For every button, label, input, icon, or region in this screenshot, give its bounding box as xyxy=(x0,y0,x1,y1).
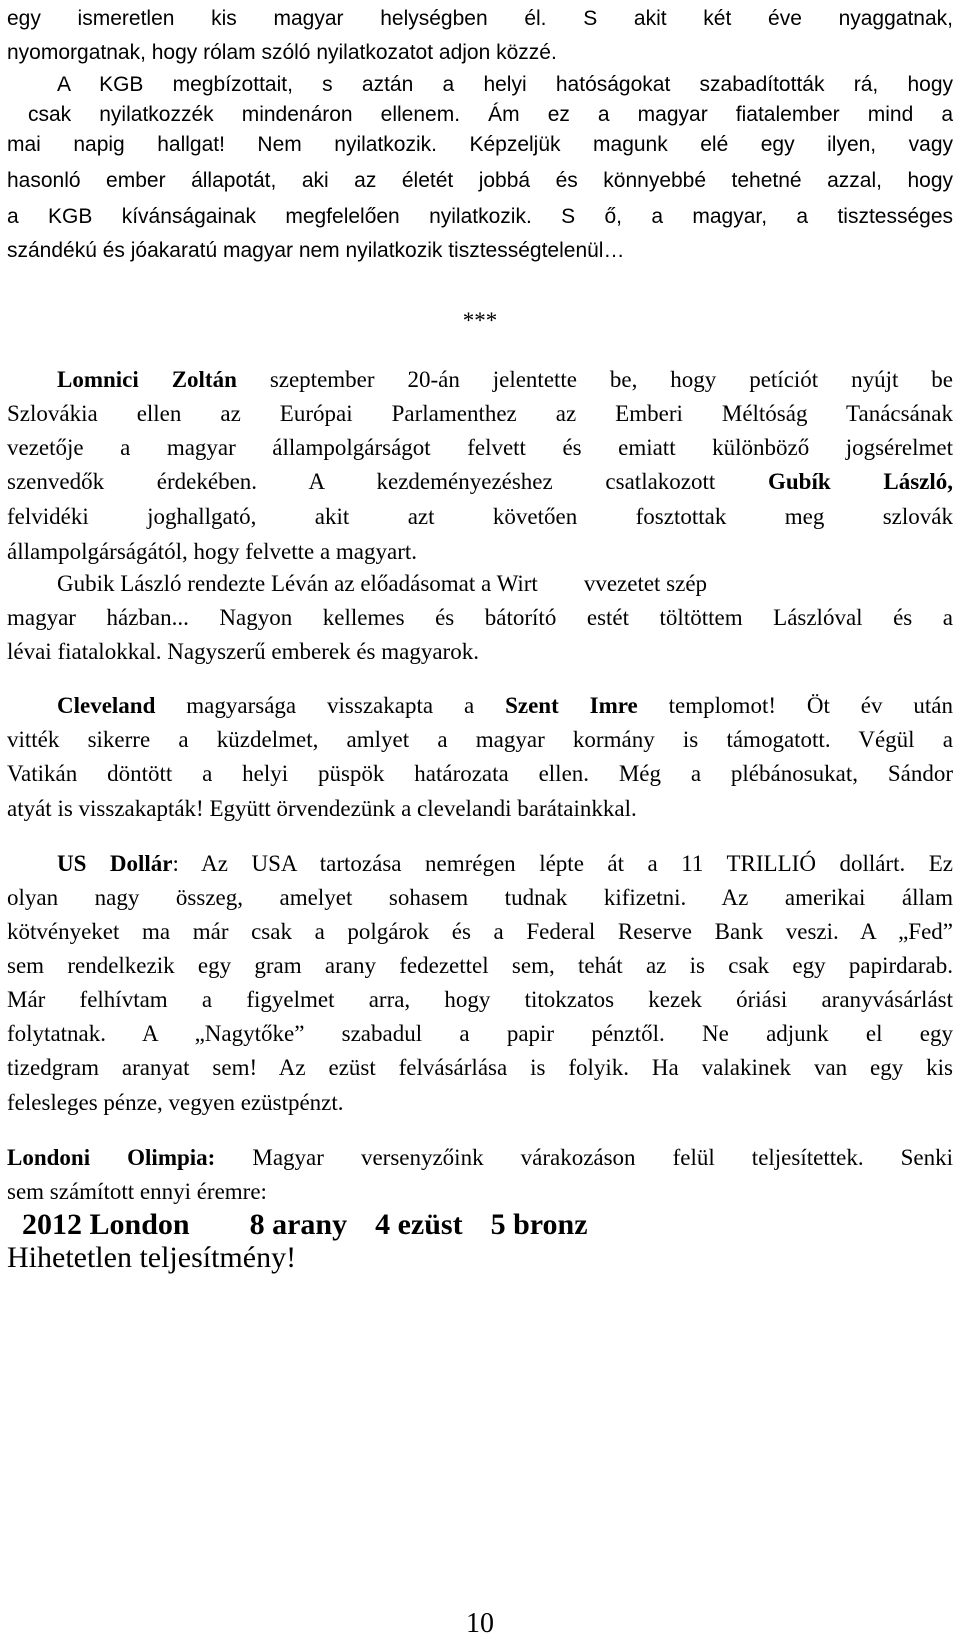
gold-count: 8 arany xyxy=(249,1208,348,1241)
paragraph-line: olyan nagy összeg, amelyet sohasem tudnak kifizetni. Az amerikai állam xyxy=(7,885,953,910)
paragraph-line: US Dollár: Az USA tartozása nemrégen lépte át a 11 TRILLIÓ dollárt. Ez xyxy=(57,851,954,876)
paragraph-line: folytatnak. A „Nagytőke” szabadul a papir pénztől. Ne adjunk el egy xyxy=(7,1021,953,1046)
paragraph-line: magyar házban... Nagyon kellemes és bátorító estét töltöttem Lászlóval és a xyxy=(7,605,953,630)
paragraph-line: tizedgram aranyat sem! Az ezüst felvásárlása is folyik. Ha valakinek van egy kis xyxy=(7,1055,953,1080)
paragraph-line: vezetője a magyar állampolgárságot felvett és emiatt különböző jogsérelmet xyxy=(7,435,953,460)
silver-count: 4 ezüst xyxy=(375,1208,463,1241)
section-separator: *** xyxy=(462,308,498,333)
paragraph-line: Gubik László rendezte Léván az előadásomat a Wirt vvezetet szép xyxy=(57,571,708,596)
paragraph-line: vitték sikerre a küzdelmet, amlyet a magyar kormány is támogatott. Végül a xyxy=(7,727,953,752)
paragraph-line: atyát is visszakapták! Együtt örvendezünk a clevelandi barátainkkal. xyxy=(7,796,637,821)
paragraph-line: Vatikán döntött a helyi püspök határozata ellen. Még a plébánosukat, Sándor xyxy=(7,761,953,786)
paragraph-line: Szlovákia ellen az Európai Parlamenthez az Emberi Méltóság Tanácsának xyxy=(7,401,953,426)
paragraph-line: szándékú és jóakaratú magyar nem nyilatkozik tisztességtelenül… xyxy=(7,239,625,262)
paragraph-line: szenvedők érdekében. A kezdeményezéshez csatlakozott Gubík László, xyxy=(7,469,954,494)
paragraph-line: A KGB megbízottait, s aztán a helyi hatóságokat szabadították rá, hogy xyxy=(57,73,953,96)
paragraph-line: a KGB kívánságainak megfelelően nyilatkozik. S ő, a magyar, a tisztességes xyxy=(7,205,953,228)
topic-heading: US Dollár xyxy=(57,851,173,876)
person-name: Gubík László, xyxy=(768,469,954,494)
medal-event: 2012 London xyxy=(22,1208,190,1241)
paragraph-line: felesleges pénze, vegyen ezüstpénzt. xyxy=(7,1090,344,1115)
paragraph-line: Lomnici Zoltán szeptember 20-án jelentette be, hogy petíciót nyújt be xyxy=(57,367,954,392)
medal-tally xyxy=(22,1210,922,1240)
paragraph-line: Londoni Olimpia: Magyar versenyzőink várakozáson felül teljesítettek. Senki xyxy=(7,1145,953,1170)
paragraph-line: felvidéki joghallgató, akit azt követően fosztottak meg szlovák xyxy=(7,504,953,529)
paragraph-line: kötvényeket ma már csak a polgárok és a Federal Reserve Bank veszi. A „Fed” xyxy=(7,919,953,944)
paragraph-line: csak nyilatkozzék mindenáron ellenem. Ám ez a magyar fiatalember mind a xyxy=(28,103,953,126)
paragraph-line: állampolgárságától, hogy felvette a magyart. xyxy=(7,539,418,564)
paragraph-line: nyomorgatnak, hogy rólam szóló nyilatkozatot adjon közzé. xyxy=(7,41,557,64)
paragraph-line: sem számított ennyi éremre: xyxy=(7,1179,267,1204)
closing-statement: Hihetetlen teljesítmény! xyxy=(7,1241,297,1274)
paragraph-line: mai napig hallgat! Nem nyilatkozik. Képzeljük magunk elé egy ilyen, vagy xyxy=(7,133,953,156)
church-name: Szent Imre xyxy=(505,693,638,718)
bronze-count: 5 bronz xyxy=(490,1208,588,1241)
city-name: Cleveland xyxy=(57,693,156,718)
paragraph-line: egy ismeretlen kis magyar helységben él. S akit két éve nyaggatnak, xyxy=(7,7,953,30)
paragraph-line: hasonló ember állapotát, aki az életét jobbá és könnyebbé tehetné azzal, hogy xyxy=(7,169,953,192)
paragraph-line: sem rendelkezik egy gram arany fedezettel sem, tehát az is csak egy papirdarab. xyxy=(7,953,953,978)
paragraph-line: Már felhívtam a figyelmet arra, hogy titokzatos kezek óriási aranyvásárlást xyxy=(7,987,953,1012)
page-number: 10 xyxy=(466,1608,494,1639)
topic-heading: Londoni Olimpia: xyxy=(7,1145,216,1170)
person-name: Lomnici Zoltán xyxy=(57,367,237,392)
paragraph-line: lévai fiatalokkal. Nagyszerű emberek és magyarok. xyxy=(7,639,479,664)
paragraph-line: Cleveland magyarsága visszakapta a Szent Imre templomot! Öt év után xyxy=(57,693,954,718)
